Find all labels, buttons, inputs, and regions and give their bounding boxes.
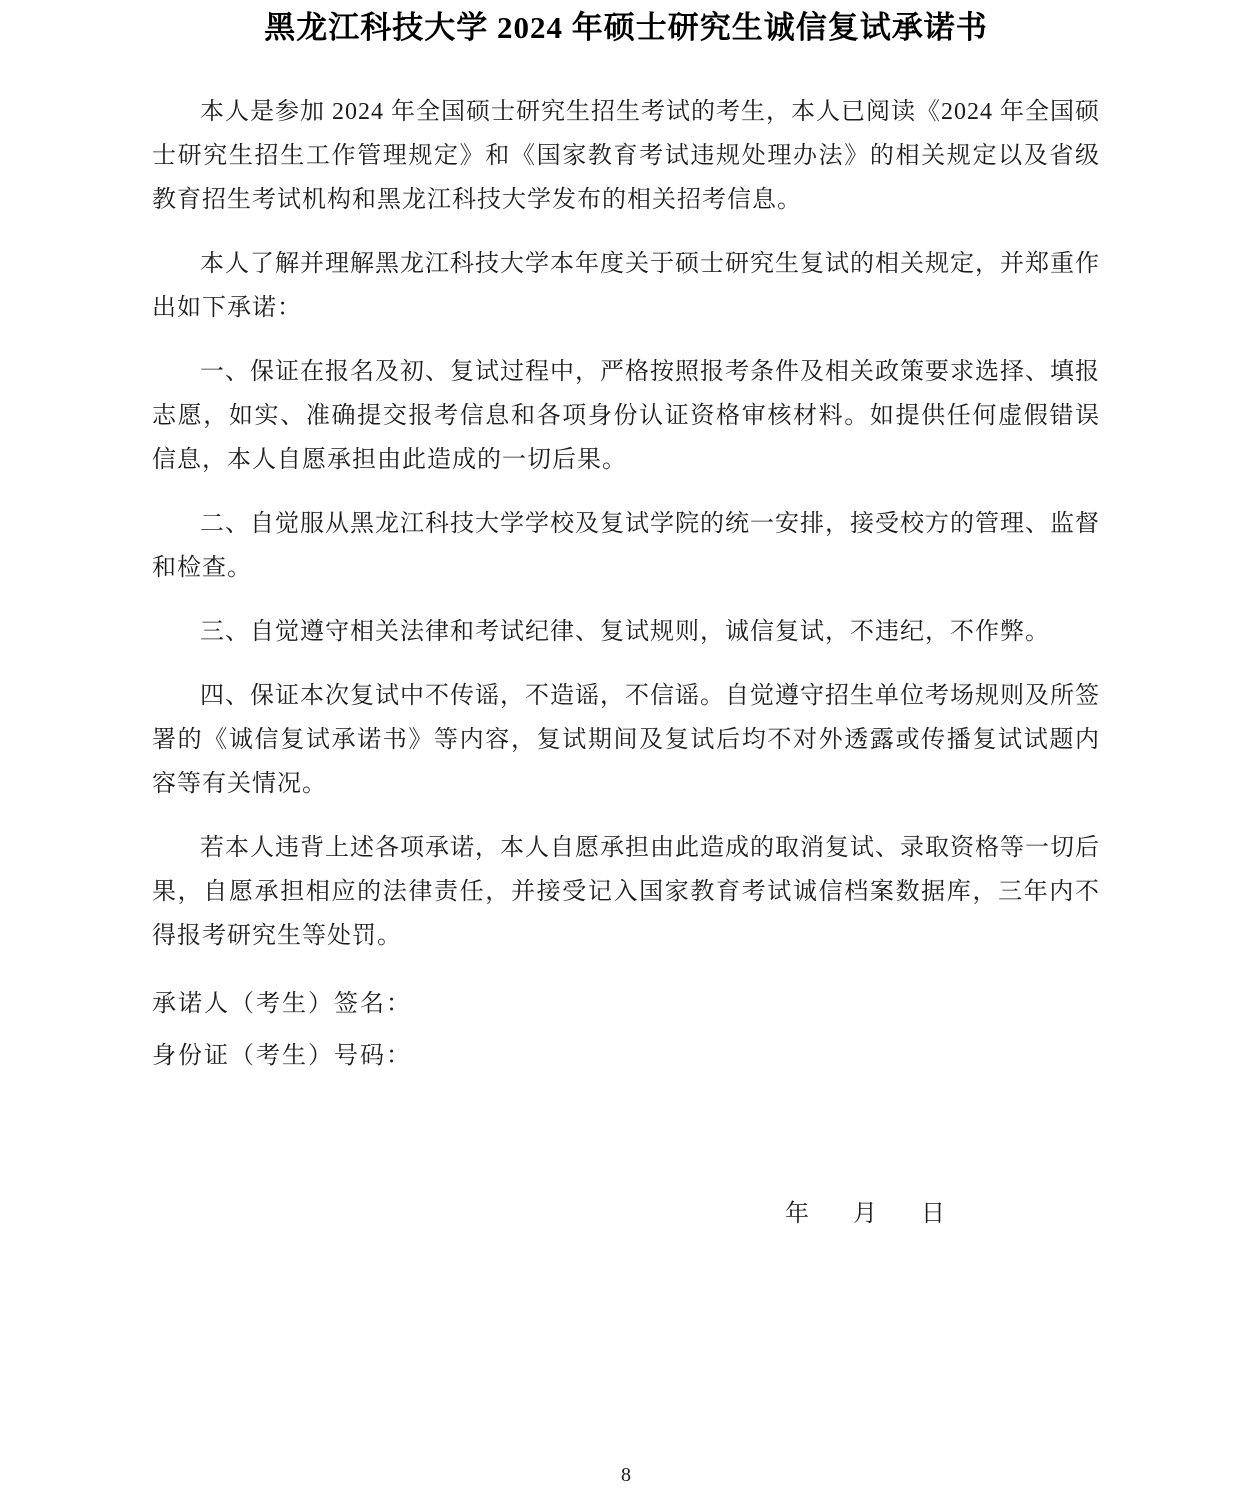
paragraph-commitment-item-1: 一、保证在报名及初、复试过程中，严格按照报考条件及相关政策要求选择、填报志愿，如实、准确提交报考信息和各项身份认证资格审核材料。如提供任何虚假错误信息，本人自愿承担由此造成的一切后果。 (152, 359, 1100, 473)
page-number: 8 (621, 1464, 631, 1486)
date-day-label: 日 (921, 1201, 945, 1227)
paragraph-commitment-lead-in: 本人了解并理解黑龙江科技大学本年度关于硕士研究生复试的相关规定，并郑重作出如下承诺： (152, 251, 1100, 321)
signature-name-label: 承诺人（考生）签名： (152, 991, 412, 1017)
paragraph-commitment-item-3: 三、自觉遵守相关法律和考试纪律、复试规则，诚信复试，不违纪，不作弊。 (200, 619, 1050, 645)
paragraph-intro-regulations: 本人是参加 2024 年全国硕士研究生招生考试的考生，本人已阅读《2024 年全国硕士研究生招生工作管理规定》和《国家教育考试违规处理办法》的相关规定以及省级教育招生考试机构和黑龙江科技大学发布的相关招考信息。 (152, 99, 1100, 213)
signature-id-number-label: 身份证（考生）号码： (152, 1043, 412, 1069)
date-month-label: 月 (853, 1201, 877, 1227)
signature-block (152, 978, 1100, 1082)
document-title: 黑龙江科技大学 2024 年硕士研究生诚信复试承诺书 (264, 10, 988, 45)
date-year-label: 年 (785, 1201, 809, 1227)
paragraph-commitment-item-4: 四、保证本次复试中不传谣，不造谣，不信谣。自觉遵守招生单位考场规则及所签署的《诚信复试承诺书》等内容，复试期间及复试后均不对外透露或传播复试试题内容等有关情况。 (152, 683, 1100, 797)
paragraph-violation-consequences: 若本人违背上述各项承诺，本人自愿承担由此造成的取消复试、录取资格等一切后果，自愿承担相应的法律责任，并接受记入国家教育考试诚信档案数据库，三年内不得报考研究生等处罚。 (152, 835, 1100, 949)
date-line (152, 1192, 1100, 1236)
paragraph-commitment-item-2: 二、自觉服从黑龙江科技大学学校及复试学院的统一安排，接受校方的管理、监督和检查。 (152, 511, 1100, 581)
